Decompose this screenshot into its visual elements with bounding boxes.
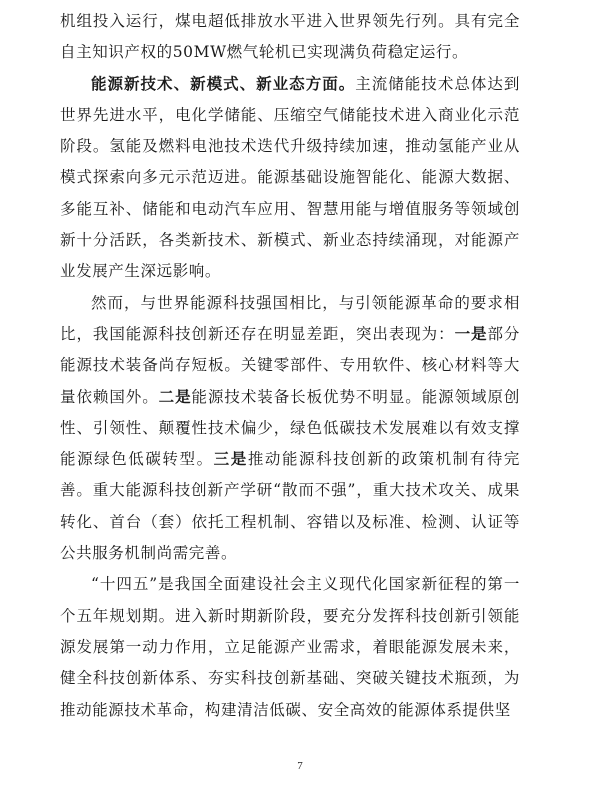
text-run: “十四五”是我国全面建设社会主义现代化国家新征程的第一个五年规划期。进入新时期新阶段，要充分发挥科技创新引领能源发展第一动力作用，立足能源产业需求，着眼能源发展未来，健全科技创新体系、夯实科技创新基础、突破关键技术瓶颈，为推动能源技术革命，构建清洁低碳、安全高效的能源体系提供坚 xyxy=(60,575,520,719)
text-run: 推动能源科技创新的政策机制有待完善。重大能源科技创新产学研“散而不强”，重大技术攻关、成果转化、首台（套）依托工程机制、容错以及标准、检测、认证等公共服务机制尚需完善。 xyxy=(60,450,520,563)
text-run: 主流储能技术总体达到世界先进水平，电化学储能、压缩空气储能技术进入商业化示范阶段。氢能及燃料电池技术迭代升级持续加速，推动氢能产业从模式探索向多元示范迈进。能源基础设施智能化、能源大数据、多能互补、储能和电动汽车应用、智慧用能与增值服务等领域创新十分活跃，各类新技术、新模式、新业态持续涌现，对能源产业发展产生深远影响。 xyxy=(60,74,520,281)
bold-text-run: 能源新技术、新模式、新业态方面。 xyxy=(91,74,356,93)
bold-text-run: 三是 xyxy=(213,450,248,469)
text-run: 部分能源技术装备尚存短板。关键零部件、专用软件、核心材料等大量依赖国外。 xyxy=(60,324,521,406)
paragraph xyxy=(60,6,520,69)
paragraph xyxy=(60,569,520,725)
paragraph xyxy=(60,288,520,570)
paragraph xyxy=(60,69,520,288)
text-run: 然而，与世界能源科技强国相比，与引领能源革命的要求相比，我国能源科技创新还存在明显差距，突出表现为： xyxy=(60,293,520,343)
bold-text-run: 一是 xyxy=(454,324,488,343)
bold-text-run: 二是 xyxy=(158,387,192,406)
page-number: 7 xyxy=(297,760,303,772)
text-run: 能源技术装备长板优势不明显。能源领域原创性、引领性、颠覆性技术偏少，绿色低碳技术发展难以有效支撑能源绿色低碳转型。 xyxy=(60,387,520,469)
text-run: 机组投入运行，煤电超低排放水平进入世界领先行列。具有完全自主知识产权的50MW燃气轮机已实现满负荷稳定运行。 xyxy=(60,12,520,62)
body-text xyxy=(60,6,520,726)
